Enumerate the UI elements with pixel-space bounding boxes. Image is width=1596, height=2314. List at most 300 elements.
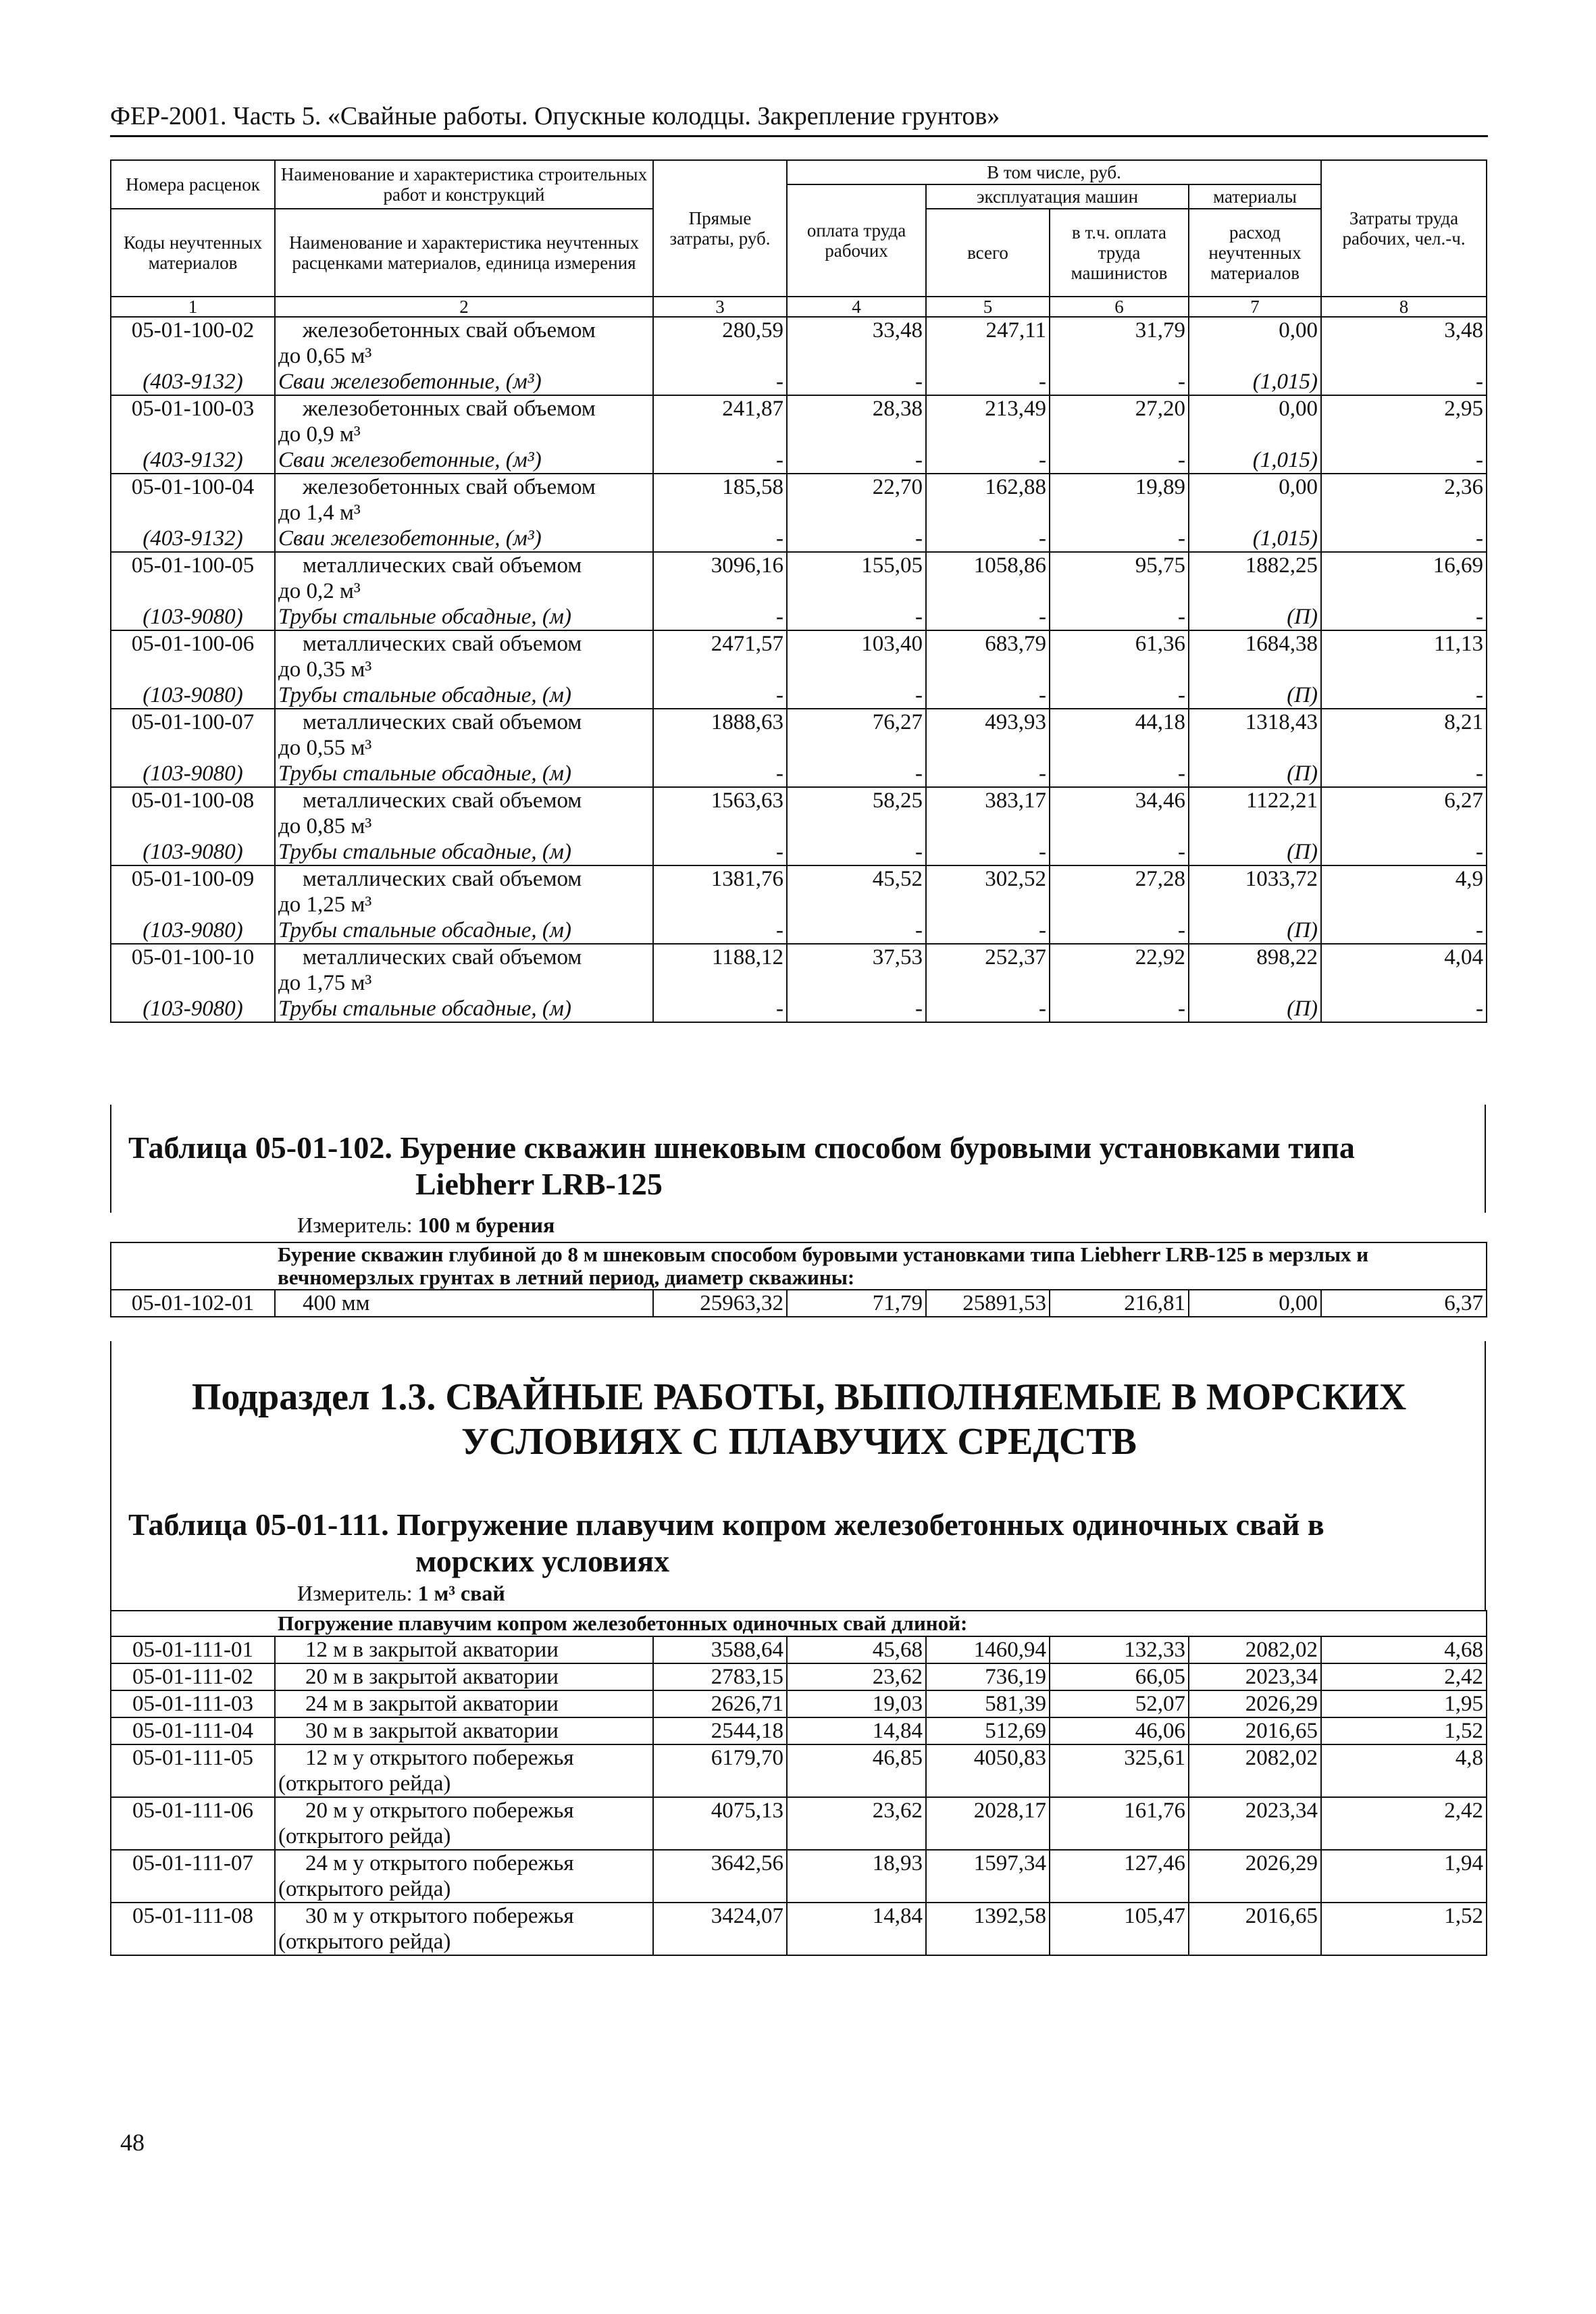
direct-cost: 3642,56 xyxy=(653,1850,787,1903)
dash-cell: - xyxy=(1050,839,1189,865)
dash-cell: - xyxy=(787,682,926,709)
blank-cell xyxy=(926,657,1050,682)
work-name-line2: (открытого рейда) xyxy=(278,1877,451,1901)
material-row xyxy=(111,682,1487,709)
work-name-line1: 24 м у открытого побережья xyxy=(305,1851,574,1876)
blank-cell xyxy=(787,735,926,761)
table-row xyxy=(111,944,1487,970)
machines-total: 162,88 xyxy=(926,474,1050,500)
work-name-volume: до 0,85 м³ xyxy=(275,813,653,839)
blank-cell xyxy=(1321,735,1487,761)
direct-cost: 2544,18 xyxy=(653,1717,787,1744)
column-number-4: 4 xyxy=(787,297,926,317)
blank-cell xyxy=(111,422,275,447)
blank-cell xyxy=(787,343,926,369)
work-name-line2: (открытого рейда) xyxy=(278,1771,451,1796)
labor-hours: 4,04 xyxy=(1321,944,1487,970)
subsection-title xyxy=(110,1375,1488,1464)
machines-total: 2028,17 xyxy=(926,1797,1050,1850)
group-header-materials: материалы xyxy=(1189,184,1321,209)
table-111-title-line1: Таблица 05-01-111. Погружение плавучим копром железобетонных одиночных свай в xyxy=(128,1507,1324,1542)
col-work-name-header: Наименование и характеристика строительных работ и конструкций xyxy=(275,160,653,209)
dash-cell: - xyxy=(653,839,787,865)
table-102-caption: Бурение скважин глубиной до 8 м шнековым способом буровыми установками типа Liebherr LRB-125 в мерзлых и вечномерзлых грунтах в летний период, диаметр скважины: xyxy=(275,1242,1487,1290)
labor-pay: 22,70 xyxy=(787,474,926,500)
materials-cost: 1122,21 xyxy=(1189,787,1321,813)
column-number-7: 7 xyxy=(1189,297,1321,317)
work-name: железобетонных свай объемом xyxy=(275,395,653,422)
table-102-title-line1: Таблица 05-01-102. Бурение скважин шнековым способом буровыми установками типа xyxy=(128,1130,1355,1165)
machinist-pay: 22,92 xyxy=(1050,944,1189,970)
table-row xyxy=(111,1903,1487,1955)
dash-cell: - xyxy=(653,761,787,787)
table-row xyxy=(111,1717,1487,1744)
work-name-line2: (открытого рейда) xyxy=(278,1824,451,1848)
blank-cell xyxy=(1050,343,1189,369)
work-name xyxy=(275,1744,653,1797)
table-row-continued xyxy=(111,813,1487,839)
col-material-usage-header: расход неучтенных материалов xyxy=(1189,209,1321,297)
machinist-pay: 132,33 xyxy=(1050,1636,1189,1663)
blank-cell xyxy=(1321,970,1487,996)
labor-pay: 58,25 xyxy=(787,787,926,813)
blank-cell xyxy=(926,813,1050,839)
dash-cell: - xyxy=(653,526,787,552)
dash-cell: - xyxy=(1050,604,1189,630)
material-usage: (П) xyxy=(1189,604,1321,630)
table-row-continued xyxy=(111,578,1487,604)
machines-total: 1597,34 xyxy=(926,1850,1050,1903)
material-name: Сваи железобетонные, (м³) xyxy=(275,526,653,552)
material-row xyxy=(111,996,1487,1022)
materials-cost: 0,00 xyxy=(1189,474,1321,500)
table-row xyxy=(111,865,1487,892)
blank-cell xyxy=(653,343,787,369)
column-number-2: 2 xyxy=(275,297,653,317)
work-name-volume: до 0,55 м³ xyxy=(275,735,653,761)
rate-code: 05-01-111-08 xyxy=(111,1903,275,1955)
material-name: Трубы стальные обсадные, (м) xyxy=(275,839,653,865)
machines-total: 1460,94 xyxy=(926,1636,1050,1663)
dash-cell: - xyxy=(926,526,1050,552)
labor-pay: 46,85 xyxy=(787,1744,926,1797)
machinist-pay: 61,36 xyxy=(1050,630,1189,657)
blank-cell xyxy=(1321,813,1487,839)
rate-code: 05-01-100-09 xyxy=(111,865,275,892)
direct-cost: 280,59 xyxy=(653,317,787,343)
table-102-measurer xyxy=(297,1213,555,1238)
material-row xyxy=(111,761,1487,787)
work-name: железобетонных свай объемом xyxy=(275,474,653,500)
material-usage: (П) xyxy=(1189,761,1321,787)
dash-cell: - xyxy=(1321,369,1487,395)
blank-cell xyxy=(111,343,275,369)
materials-cost: 0,00 xyxy=(1189,395,1321,422)
machines-total: 1392,58 xyxy=(926,1903,1050,1955)
blank-cell xyxy=(1189,657,1321,682)
dash-cell: - xyxy=(1050,369,1189,395)
blank-cell xyxy=(926,500,1050,526)
group-header-machines: эксплуатация машин xyxy=(926,184,1189,209)
blank-cell xyxy=(1189,500,1321,526)
table-111-caption: Погружение плавучим копром железобетонных одиночных свай длиной: xyxy=(275,1611,1487,1636)
blank-cell xyxy=(1050,735,1189,761)
subsection-title-line2: УСЛОВИЯХ С ПЛАВУЧИХ СРЕДСТВ xyxy=(461,1421,1137,1463)
blank-cell xyxy=(787,578,926,604)
dash-cell: - xyxy=(787,526,926,552)
dash-cell: - xyxy=(926,761,1050,787)
work-name: металлических свай объемом xyxy=(275,944,653,970)
dash-cell: - xyxy=(653,369,787,395)
labor-pay: 14,84 xyxy=(787,1903,926,1955)
blank-cell xyxy=(653,813,787,839)
column-number-1: 1 xyxy=(111,297,275,317)
work-name: металлических свай объемом xyxy=(275,630,653,657)
machines-total: 25891,53 xyxy=(926,1290,1050,1317)
material-name: Трубы стальные обсадные, (м) xyxy=(275,917,653,944)
material-usage: (1,015) xyxy=(1189,526,1321,552)
col-labor-hours-header: Затраты труда рабочих, чел.-ч. xyxy=(1321,160,1487,297)
labor-pay: 37,53 xyxy=(787,944,926,970)
table-row xyxy=(111,1850,1487,1903)
rate-code: 05-01-100-07 xyxy=(111,709,275,735)
group-header-including: В том числе, руб. xyxy=(787,160,1321,184)
blank-cell xyxy=(1321,892,1487,917)
table-row xyxy=(111,317,1487,343)
table-row-continued xyxy=(111,500,1487,526)
materials-cost: 2082,02 xyxy=(1189,1636,1321,1663)
material-code: (103-9080) xyxy=(111,761,275,787)
material-code: (403-9132) xyxy=(111,447,275,474)
rate-code: 05-01-102-01 xyxy=(111,1290,275,1317)
dash-cell: - xyxy=(787,839,926,865)
col-rate-number-header: Номера расценок xyxy=(111,160,275,209)
materials-cost: 2023,34 xyxy=(1189,1663,1321,1690)
dash-cell: - xyxy=(1321,604,1487,630)
blank-cell xyxy=(1050,970,1189,996)
table-111-measurer xyxy=(297,1581,505,1606)
labor-pay: 23,62 xyxy=(787,1663,926,1690)
rate-code: 05-01-100-08 xyxy=(111,787,275,813)
direct-cost: 1888,63 xyxy=(653,709,787,735)
direct-cost: 2783,15 xyxy=(653,1663,787,1690)
blank-cell xyxy=(926,735,1050,761)
work-name: 400 мм xyxy=(275,1290,653,1317)
work-name-line1: 30 м в закрытой акватории xyxy=(305,1719,559,1743)
page-number: 48 xyxy=(120,2129,145,2156)
rate-code: 05-01-111-07 xyxy=(111,1850,275,1903)
dash-cell: - xyxy=(653,604,787,630)
labor-pay: 45,68 xyxy=(787,1636,926,1663)
dash-cell: - xyxy=(787,369,926,395)
table-row-continued xyxy=(111,735,1487,761)
measurer-value: 100 м бурения xyxy=(417,1213,555,1237)
labor-pay: 28,38 xyxy=(787,395,926,422)
materials-cost: 2026,29 xyxy=(1189,1690,1321,1717)
direct-cost: 4075,13 xyxy=(653,1797,787,1850)
blank-cell xyxy=(787,892,926,917)
machines-total: 581,39 xyxy=(926,1690,1050,1717)
dash-cell: - xyxy=(1050,761,1189,787)
rate-code: 05-01-111-05 xyxy=(111,1744,275,1797)
direct-cost: 1188,12 xyxy=(653,944,787,970)
measurer-label: Измеритель: xyxy=(297,1213,418,1237)
labor-hours: 1,94 xyxy=(1321,1850,1487,1903)
materials-cost: 1882,25 xyxy=(1189,552,1321,578)
material-usage: (П) xyxy=(1189,682,1321,709)
material-name: Трубы стальные обсадные, (м) xyxy=(275,604,653,630)
blank-cell xyxy=(1050,657,1189,682)
table-row-continued xyxy=(111,657,1487,682)
work-name-volume: до 0,2 м³ xyxy=(275,578,653,604)
machines-total: 4050,83 xyxy=(926,1744,1050,1797)
material-name: Сваи железобетонные, (м³) xyxy=(275,369,653,395)
blank-cell xyxy=(111,500,275,526)
blank-cell xyxy=(653,970,787,996)
materials-cost: 1684,38 xyxy=(1189,630,1321,657)
table-row xyxy=(111,1797,1487,1850)
col-machines-total-header: всего xyxy=(926,209,1050,297)
labor-pay: 19,03 xyxy=(787,1690,926,1717)
blank-cell xyxy=(653,500,787,526)
table-row xyxy=(111,787,1487,813)
work-name xyxy=(275,1636,653,1663)
labor-hours: 6,37 xyxy=(1321,1290,1487,1317)
rate-code: 05-01-111-02 xyxy=(111,1663,275,1690)
direct-cost: 2471,57 xyxy=(653,630,787,657)
dash-cell: - xyxy=(1321,839,1487,865)
blank-cell xyxy=(111,735,275,761)
blank-cell xyxy=(926,343,1050,369)
material-usage: (П) xyxy=(1189,839,1321,865)
material-row xyxy=(111,604,1487,630)
materials-cost: 2016,65 xyxy=(1189,1903,1321,1955)
machinist-pay: 44,18 xyxy=(1050,709,1189,735)
labor-pay: 33,48 xyxy=(787,317,926,343)
blank-cell xyxy=(653,657,787,682)
materials-cost: 2026,29 xyxy=(1189,1850,1321,1903)
labor-pay: 45,52 xyxy=(787,865,926,892)
direct-cost: 185,58 xyxy=(653,474,787,500)
machines-total: 683,79 xyxy=(926,630,1050,657)
blank-cell xyxy=(1050,578,1189,604)
blank-cell xyxy=(1189,813,1321,839)
material-name: Трубы стальные обсадные, (м) xyxy=(275,996,653,1022)
rate-code: 05-01-100-03 xyxy=(111,395,275,422)
labor-pay: 76,27 xyxy=(787,709,926,735)
rate-code: 05-01-111-01 xyxy=(111,1636,275,1663)
blank-cell xyxy=(787,500,926,526)
blank-cell xyxy=(653,422,787,447)
labor-hours: 4,68 xyxy=(1321,1636,1487,1663)
work-name-volume: до 0,65 м³ xyxy=(275,343,653,369)
table-row xyxy=(111,1744,1487,1797)
material-code: (103-9080) xyxy=(111,839,275,865)
labor-hours: 1,52 xyxy=(1321,1717,1487,1744)
blank-cell xyxy=(1050,892,1189,917)
rate-code: 05-01-100-05 xyxy=(111,552,275,578)
labor-hours: 2,42 xyxy=(1321,1797,1487,1850)
labor-pay: 23,62 xyxy=(787,1797,926,1850)
direct-cost: 241,87 xyxy=(653,395,787,422)
material-row xyxy=(111,526,1487,552)
work-name-volume: до 1,75 м³ xyxy=(275,970,653,996)
dash-cell: - xyxy=(1321,526,1487,552)
machines-total: 213,49 xyxy=(926,395,1050,422)
rate-code: 05-01-111-04 xyxy=(111,1717,275,1744)
column-number-6: 6 xyxy=(1050,297,1189,317)
dash-cell: - xyxy=(1050,447,1189,474)
dash-cell: - xyxy=(787,761,926,787)
rate-code: 05-01-100-04 xyxy=(111,474,275,500)
blank-cell xyxy=(926,422,1050,447)
labor-hours: 16,69 xyxy=(1321,552,1487,578)
work-name-line1: 12 м у открытого побережья xyxy=(305,1746,574,1770)
blank-cell xyxy=(926,892,1050,917)
work-name-volume: до 0,35 м³ xyxy=(275,657,653,682)
column-number-8: 8 xyxy=(1321,297,1487,317)
table-row xyxy=(111,474,1487,500)
materials-cost: 2016,65 xyxy=(1189,1717,1321,1744)
blank-cell xyxy=(1189,343,1321,369)
rates-table-100 xyxy=(110,159,1487,1023)
blank-cell xyxy=(1050,500,1189,526)
blank-cell xyxy=(787,813,926,839)
direct-cost: 1381,76 xyxy=(653,865,787,892)
blank-cell xyxy=(1321,500,1487,526)
materials-cost: 1318,43 xyxy=(1189,709,1321,735)
materials-cost: 2023,34 xyxy=(1189,1797,1321,1850)
labor-pay: 155,05 xyxy=(787,552,926,578)
work-name-volume: до 1,4 м³ xyxy=(275,500,653,526)
dash-cell: - xyxy=(926,369,1050,395)
machinist-pay: 27,28 xyxy=(1050,865,1189,892)
machinist-pay: 127,46 xyxy=(1050,1850,1189,1903)
material-code: (103-9080) xyxy=(111,996,275,1022)
blank-cell xyxy=(1050,813,1189,839)
material-row xyxy=(111,839,1487,865)
direct-cost: 6179,70 xyxy=(653,1744,787,1797)
work-name-line1: 20 м у открытого побережья xyxy=(305,1799,574,1823)
direct-cost: 3424,07 xyxy=(653,1903,787,1955)
blank-cell xyxy=(111,657,275,682)
table-row-continued xyxy=(111,422,1487,447)
dash-cell: - xyxy=(926,917,1050,944)
table-102-title-line2: Liebherr LRB-125 xyxy=(415,1167,663,1201)
labor-hours: 8,21 xyxy=(1321,709,1487,735)
table-row xyxy=(111,630,1487,657)
table-row xyxy=(111,552,1487,578)
machinist-pay: 95,75 xyxy=(1050,552,1189,578)
labor-hours: 3,48 xyxy=(1321,317,1487,343)
labor-hours: 1,52 xyxy=(1321,1903,1487,1955)
col-material-codes-header: Коды неучтенных материалов xyxy=(111,209,275,297)
material-code: (103-9080) xyxy=(111,604,275,630)
blank-cell xyxy=(653,892,787,917)
table-row xyxy=(111,709,1487,735)
material-row xyxy=(111,369,1487,395)
rate-code: 05-01-100-06 xyxy=(111,630,275,657)
dash-cell: - xyxy=(653,447,787,474)
dash-cell: - xyxy=(1321,917,1487,944)
rate-code: 05-01-111-06 xyxy=(111,1797,275,1850)
material-code: (403-9132) xyxy=(111,369,275,395)
labor-hours: 4,8 xyxy=(1321,1744,1487,1797)
blank-cell xyxy=(926,578,1050,604)
work-name: металлических свай объемом xyxy=(275,787,653,813)
work-name-line1: 20 м в закрытой акватории xyxy=(305,1665,559,1689)
material-code: (103-9080) xyxy=(111,682,275,709)
work-name xyxy=(275,1797,653,1850)
subsection-title-line1: Подраздел 1.3. СВАЙНЫЕ РАБОТЫ, ВЫПОЛНЯЕМЫЕ В МОРСКИХ xyxy=(191,1376,1407,1418)
work-name-volume: до 1,25 м³ xyxy=(275,892,653,917)
labor-hours: 2,36 xyxy=(1321,474,1487,500)
rate-code: 05-01-111-03 xyxy=(111,1690,275,1717)
work-name-volume: до 0,9 м³ xyxy=(275,422,653,447)
dash-cell: - xyxy=(1321,996,1487,1022)
dash-cell: - xyxy=(926,447,1050,474)
blank-cell xyxy=(653,578,787,604)
material-usage: (П) xyxy=(1189,917,1321,944)
labor-hours: 1,95 xyxy=(1321,1690,1487,1717)
work-name: железобетонных свай объемом xyxy=(275,317,653,343)
blank-cell xyxy=(787,970,926,996)
col-labor-pay-header: оплата труда рабочих xyxy=(787,184,926,297)
machines-total: 383,17 xyxy=(926,787,1050,813)
blank-cell xyxy=(787,422,926,447)
table-row xyxy=(111,1663,1487,1690)
blank-cell xyxy=(1050,422,1189,447)
machines-total: 247,11 xyxy=(926,317,1050,343)
dash-cell: - xyxy=(926,682,1050,709)
labor-hours: 11,13 xyxy=(1321,630,1487,657)
blank-cell xyxy=(1321,578,1487,604)
column-number-3: 3 xyxy=(653,297,787,317)
blank-cell xyxy=(1321,657,1487,682)
work-name: металлических свай объемом xyxy=(275,552,653,578)
work-name xyxy=(275,1690,653,1717)
machines-total: 493,93 xyxy=(926,709,1050,735)
table-row xyxy=(111,395,1487,422)
work-name-line1: 24 м в закрытой акватории xyxy=(305,1692,559,1716)
material-usage: (1,015) xyxy=(1189,369,1321,395)
dash-cell: - xyxy=(1321,761,1487,787)
table-111-title xyxy=(128,1507,1466,1580)
material-name: Трубы стальные обсадные, (м) xyxy=(275,761,653,787)
dash-cell: - xyxy=(926,604,1050,630)
material-usage: (П) xyxy=(1189,996,1321,1022)
labor-hours: 4,9 xyxy=(1321,865,1487,892)
dash-cell: - xyxy=(787,604,926,630)
dash-cell: - xyxy=(653,917,787,944)
material-name: Трубы стальные обсадные, (м) xyxy=(275,682,653,709)
materials-cost: 0,00 xyxy=(1189,1290,1321,1317)
material-code: (103-9080) xyxy=(111,917,275,944)
labor-pay: 14,84 xyxy=(787,1717,926,1744)
direct-cost: 2626,71 xyxy=(653,1690,787,1717)
materials-cost: 1033,72 xyxy=(1189,865,1321,892)
dash-cell: - xyxy=(1050,526,1189,552)
blank-cell xyxy=(787,657,926,682)
machines-total: 512,69 xyxy=(926,1717,1050,1744)
blank-cell xyxy=(653,735,787,761)
work-name: металлических свай объемом xyxy=(275,865,653,892)
materials-cost: 2082,02 xyxy=(1189,1744,1321,1797)
direct-cost: 25963,32 xyxy=(653,1290,787,1317)
col-machinist-pay-header: в т.ч. оплата труда машинистов xyxy=(1050,209,1189,297)
col-direct-cost-header: Прямые затраты, руб. xyxy=(653,160,787,297)
dash-cell: - xyxy=(926,996,1050,1022)
